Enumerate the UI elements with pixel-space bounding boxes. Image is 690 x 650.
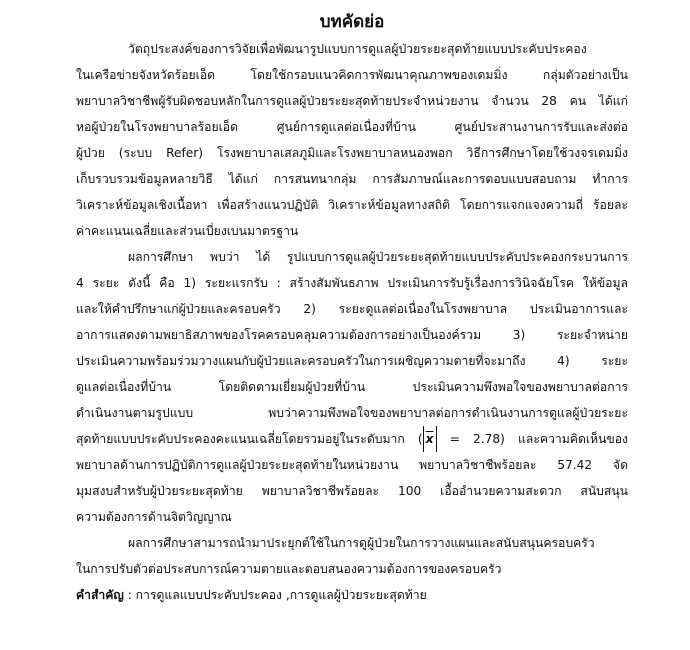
keywords-text: : การดูแลแบบประคับประคอง ,การดูแลผู้ป่วยระยะสุดท้าย — [123, 588, 427, 602]
paragraph-line: อาการแสดงตามพยาธิสภาพของโรคครอบคลุมความต้องการอย่างเป็นองค์รวม 3) ระยะจำหน่าย — [76, 328, 628, 342]
paragraph-line: ค่าคะแนนเฉลี่ยและส่วนเบี่ยงเบนมาตรฐาน — [76, 224, 299, 238]
paragraph-line: ในการปรับตัวต่อประสบการณ์ความตายและตอบสนองความต้องการของครอบครัว — [76, 562, 502, 576]
paragraph-results — [76, 244, 628, 530]
paragraph-line: วิเคราะห์ข้อมูลเชิงเนื้อหา เพื่อสร้างแนวปฏิบัติ วิเคราะห์ข้อมูลทางสถิติ โดยการแจกแจงความถี่ ร้อยละ — [76, 198, 628, 212]
paragraph-line: ดำเนินงานตามรูปแบบ พบว่าความพึงพอใจของพยาบาลต่อการดำเนินงานการดูแลผู้ป่วยระยะ — [76, 406, 628, 420]
mean-symbol — [423, 426, 437, 452]
x-bar-symbol: $\overline{x}$ — [425, 432, 434, 446]
paragraph-line: และให้คำปรึกษาแก่ผู้ป่วยและครอบครัว 2) ระยะดูแลต่อเนื่องในโรงพยาบาล ประเมินอาการและ — [76, 302, 628, 316]
paragraph-line: พยาบาลด้านการปฏิบัติการดูแลผู้ป่วยระยะสุดท้ายในหน่วยงาน พยาบาลวิชาชีพร้อยละ 57.42 จัด — [76, 458, 628, 472]
paragraph-line: ความต้องการด้านจิตวิญญาณ — [76, 510, 232, 524]
paragraph-line: วัตถุประสงค์ของการวิจัยเพื่อพัฒนารูปแบบการดูแลผู้ป่วยระยะสุดท้ายแบบประคับประคอง — [128, 42, 587, 56]
paragraph-line: เก็บรวบรวมข้อมูลหลายวิธี ได้แก่ การสนทนากลุ่ม การสัมภาษณ์และการตอบแบบสอบถาม ทำการ — [76, 172, 628, 186]
paragraph-conclusion — [76, 530, 628, 582]
abstract-title: บทคัดย่อ — [319, 12, 385, 32]
paragraph-line: ดูแลต่อเนื่องที่บ้าน โดยติดตามเยี่ยมผู้ป่วยที่บ้าน ประเมินความพึงพอใจของพยาบาลต่อการ — [76, 380, 628, 394]
paragraph-line: ผลการศึกษา พบว่า ได้ รูปแบบการดูแลผู้ป่วยระยะสุดท้ายแบบประคับประคองกระบวนการ — [128, 250, 628, 264]
paragraph-line: ผลการศึกษาสามารถนำมาประยุกต์ใช้ในการดูผู้ป่วยในการวางแผนและสนับสนุนครอบครัว — [128, 536, 595, 550]
paragraph-line: ในเครือข่ายจังหวัดร้อยเอ็ด โดยใช้กรอบแนวคิดการพัฒนาคุณภาพของเดมมิ่ง กลุ่มตัวอย่างเป็น — [76, 68, 628, 82]
paragraph-line: มุมสงบสำหรับผู้ป่วยระยะสุดท้าย พยาบาลวิชาชีพร้อยละ 100 เอื้ออำนวยความสะดวก สนับสนุน — [76, 484, 628, 498]
paragraph-line: พยาบาลวิชาชีพผู้รับผิดชอบหลักในการดูแลผู้ป่วยระยะสุดท้ายประจำหน่วยงาน จำนวน 28 คน ได้แก่ — [76, 94, 628, 108]
paragraph-line-mean — [76, 426, 628, 452]
paragraph-line: 4 ระยะ ดังนี้ คือ 1) ระยะแรกรับ : สร้างสัมพันธภาพ ประเมินการรับรู้เรื่องการวินิจฉัยโรค ให้ข้อมูล — [76, 276, 628, 290]
keywords-label: คำสำคัญ — [76, 588, 124, 602]
keywords — [76, 582, 628, 608]
paragraph-objective — [76, 36, 628, 244]
mean-line-before: สุดท้ายแบบประคับประคองคะแนนเฉลี่ยโดยรวมอยู่ในระดับมาก ( — [76, 432, 423, 446]
paragraph-line: หอผู้ป่วยในโรงพยาบาลร้อยเอ็ด ศูนย์การดูแลต่อเนื่องที่บ้าน ศูนย์ประสานงานการรับและส่งต่อ — [76, 120, 628, 134]
paragraph-line: ผู้ป่วย (ระบบ Refer) โรงพยาบาลเสลภูมิและโรงพยาบาลหนองพอก วิธีการศึกษาโดยใช้วงจรเดมมิ่ง — [76, 146, 628, 160]
mean-line-after: = 2.78) และความคิดเห็นของ — [436, 432, 628, 446]
paragraph-line: ประเมินความพร้อมร่วมวางแผนกับผู้ป่วยและครอบครัวในการเผชิญความตายที่จะมาถึง 4) ระยะ — [76, 354, 628, 368]
